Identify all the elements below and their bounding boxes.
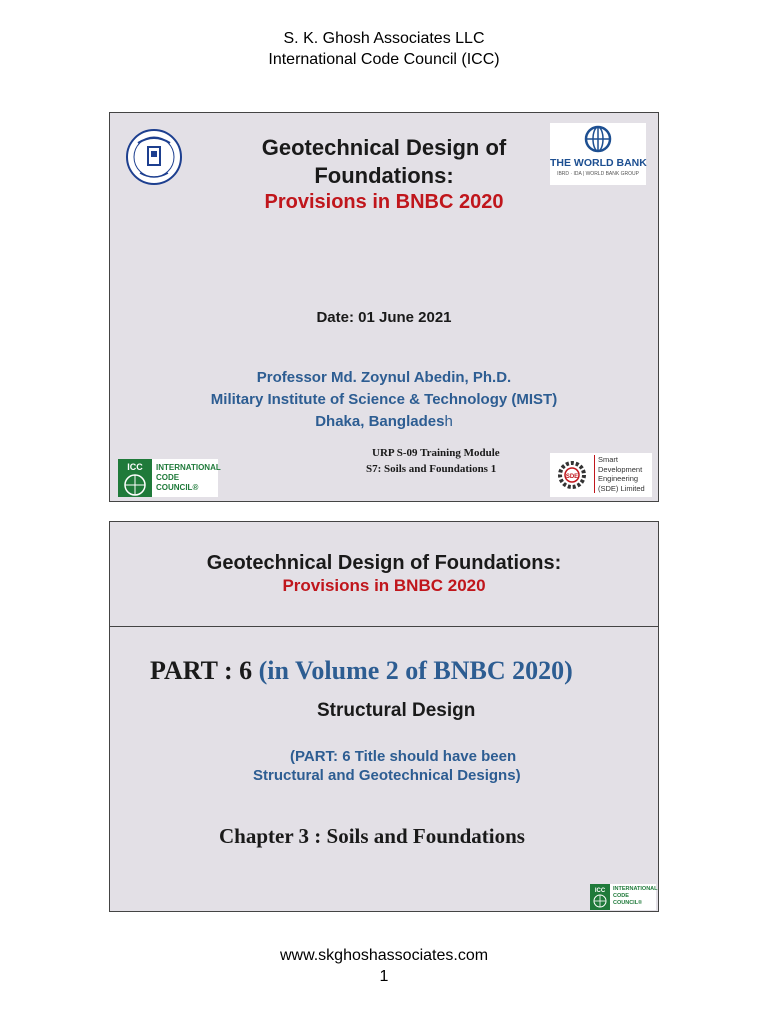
slide-1-institution: Military Institute of Science & Technology (MIST)	[210, 391, 558, 408]
icc-logo-line-1: INTERNATIONAL	[156, 463, 221, 472]
slide-1-title-line-1: Geotechnical Design of	[261, 135, 507, 160]
icc-logo-small-icon	[590, 884, 610, 910]
page-number: 1	[379, 968, 389, 985]
footer-website[interactable]: www.skghoshassociates.com	[279, 947, 489, 964]
chapter-title: Chapter 3 : Soils and Foundations	[219, 824, 525, 848]
sde-divider	[594, 455, 595, 493]
slide-1-title-line-2: Foundations:	[314, 163, 454, 188]
part-heading: PART : 6 (in Volume 2 of BNBC 2020)	[150, 656, 573, 685]
icc-logo-small	[590, 884, 656, 910]
slide-2-title: Geotechnical Design of Foundations:	[206, 552, 562, 574]
slide-2	[109, 521, 659, 912]
icc-small-line-3: COUNCIL®	[613, 900, 643, 906]
slide-1	[109, 112, 659, 502]
slide-1-location: Dhaka, Bangladesh	[315, 413, 453, 430]
world-bank-subtitle: IBRD · IDA | WORLD BANK GROUP	[557, 171, 639, 177]
icc-logo-line-3: COUNCIL®	[156, 483, 199, 492]
sde-gear-icon	[554, 457, 590, 498]
note-line-1: (PART: 6 Title should have been	[290, 748, 517, 765]
training-module-subtitle: S7: Soils and Foundations 1	[366, 463, 497, 475]
slide-1-subtitle: Provisions in BNBC 2020	[264, 191, 504, 213]
icc-small-line-2: CODE	[613, 893, 629, 899]
icc-badge-text: ICC	[127, 462, 143, 472]
icc-small-badge-text: ICC	[594, 888, 606, 894]
sde-logo-line-4: (SDE) Limited	[598, 483, 645, 493]
sde-logo-line-2: Development	[598, 464, 643, 474]
icc-logo	[118, 459, 221, 497]
icc-logo-line-2: CODE	[156, 473, 180, 482]
sde-logo	[550, 453, 652, 497]
sde-logo-line-3: Engineering	[598, 474, 639, 483]
sde-logo-line-1: Smart	[598, 455, 619, 464]
icc-small-line-1: INTERNATIONAL	[613, 886, 658, 892]
slide-2-subtitle: Provisions in BNBC 2020	[282, 576, 486, 595]
page-header-company: S. K. Ghosh Associates LLC	[283, 30, 485, 47]
world-bank-name: THE WORLD BANK	[550, 157, 647, 169]
icc-logo-icon	[118, 459, 152, 497]
training-module-title: URP S-09 Training Module	[372, 447, 500, 459]
section-title: Structural Design	[317, 700, 476, 721]
sde-badge-text: SDE	[565, 474, 579, 480]
slide-1-author: Professor Md. Zoynul Abedin, Ph.D.	[256, 369, 512, 386]
page-header-organization: International Code Council (ICC)	[268, 51, 500, 68]
slide-2-divider	[110, 626, 658, 627]
note-line-2: Structural and Geotechnical Designs)	[253, 767, 521, 784]
slide-1-date: Date: 01 June 2021	[316, 309, 452, 326]
